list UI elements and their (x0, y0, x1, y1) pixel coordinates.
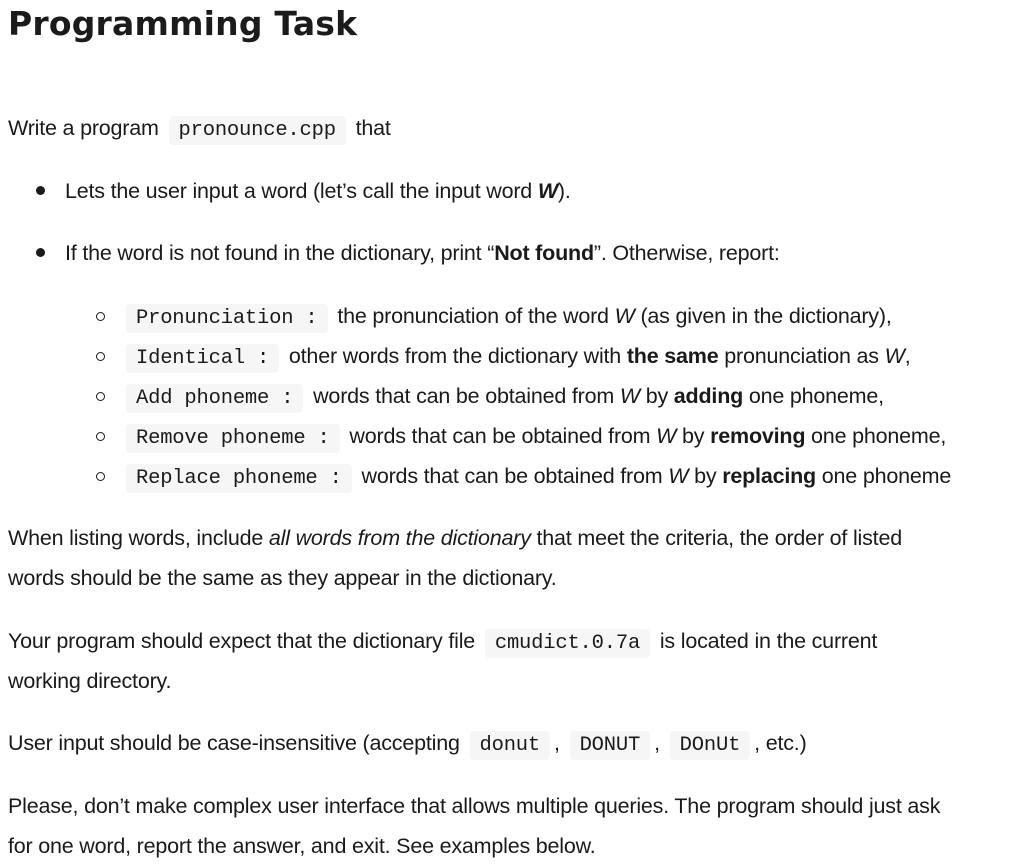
bullet-item-input: Lets the user input a word (let’s call the input word W). (36, 171, 571, 211)
listing-paragraph-line1: When listing words, include all words from the dictionary that meet the criteria, the order of listed (8, 526, 902, 550)
circle-bullet-icon (96, 392, 105, 401)
example-code-donut: donut (470, 731, 551, 760)
report-item-identical: Identical : other words from the dictionary with the same pronunciation as W, (96, 336, 910, 379)
report-item-pronunciation: Pronunciation : the pronunciation of the word W (as given in the dictionary), (96, 296, 892, 339)
bullet-icon (36, 248, 45, 257)
bullet-icon (36, 186, 45, 195)
dictfile-paragraph-line1: Your program should expect that the dictionary file cmudict.0.7a is located in the current (8, 621, 877, 664)
closing-paragraph-line2: for one word, report the answer, and exit. See examples below. (8, 834, 596, 858)
page-title: Programming Task (8, 4, 358, 43)
report-item-add-phoneme: Add phoneme : words that can be obtained from W by adding one phoneme, (96, 376, 884, 419)
example-code-donut-upper: DONUT (570, 731, 651, 760)
circle-bullet-icon (96, 472, 105, 481)
circle-bullet-icon (96, 432, 105, 441)
case-paragraph: User input should be case-insensitive (accepting donut , DONUT , DOnUt , etc.) (8, 723, 807, 766)
bullet-item-report: If the word is not found in the dictionary, print “Not found”. Otherwise, report: (36, 233, 780, 273)
circle-bullet-icon (96, 352, 105, 361)
listing-paragraph-line2: words should be the same as they appear in the dictionary. (8, 566, 557, 590)
dictfile-paragraph-line2: working directory. (8, 669, 172, 693)
example-code-donut-mixed: DOnUt (670, 731, 751, 760)
intro-paragraph: Write a program pronounce.cpp that (8, 108, 391, 151)
dictfile-code: cmudict.0.7a (485, 629, 650, 658)
circle-bullet-icon (96, 312, 105, 321)
closing-paragraph-line1: Please, don’t make complex user interface that allows multiple queries. The program should just ask (8, 794, 941, 818)
report-item-replace-phoneme: Replace phoneme : words that can be obtained from W by replacing one phoneme (96, 456, 951, 499)
filename-code: pronounce.cpp (169, 116, 346, 145)
report-item-remove-phoneme: Remove phoneme : words that can be obtained from W by removing one phoneme, (96, 416, 946, 459)
